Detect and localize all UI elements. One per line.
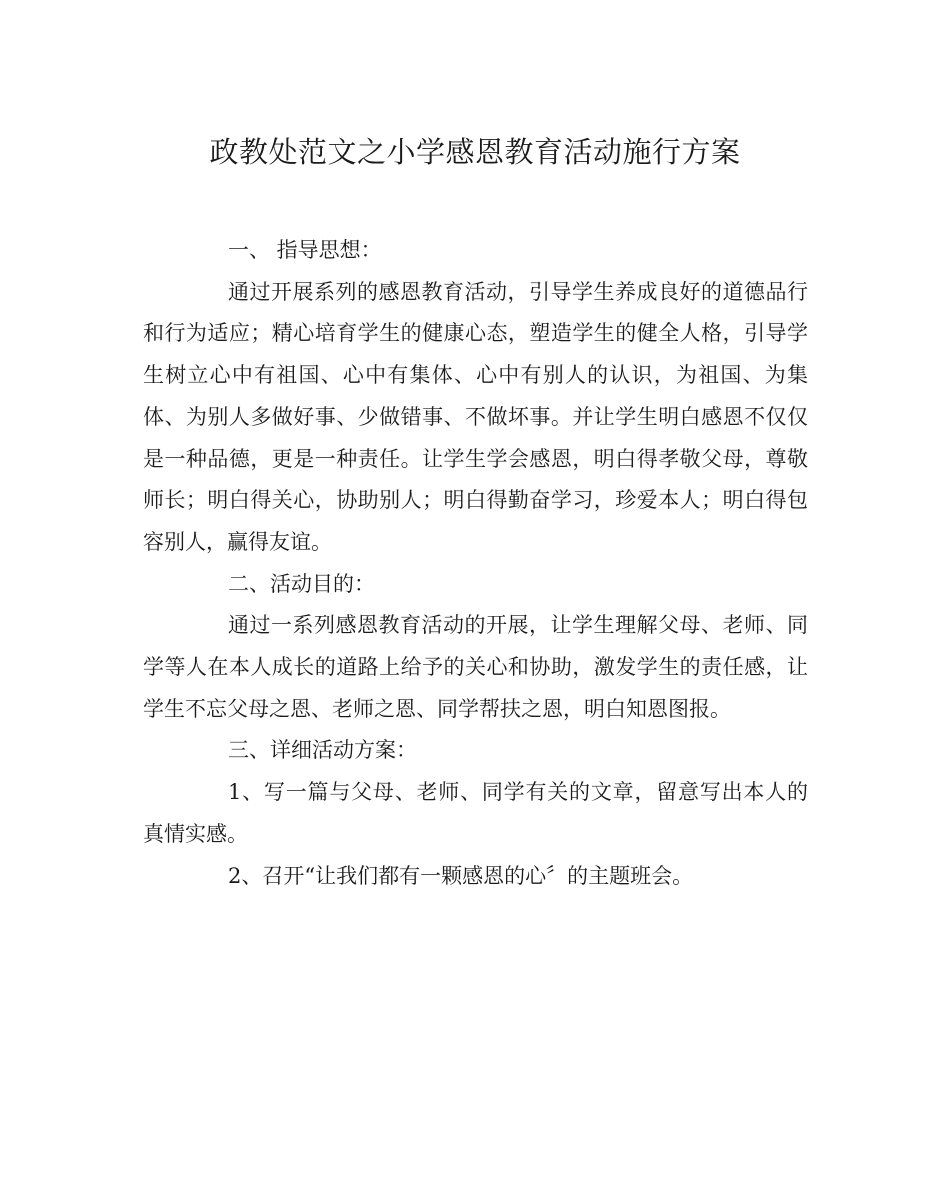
paragraph-guiding-ideology: 通过开展系列的感恩教育活动，引导学生养成良好的道德品行和行为适应；精心培育学生的健康心态，塑造学生的健全人格，引导学生树立心中有祖国、心中有集体、心中有别人的认识，为祖国、为集体、为别人多做好事、少做错事、不做坏事。并让学生明白感恩不仅仅是一种品德，更是一种责任。让学生学会感恩，明白得孝敬父母，尊敬师长；明白得关心，协助别人；明白得勤奋学习，珍爱本人；明白得包容别人，赢得友谊。 (143, 279, 808, 554)
section-heading-activity-plan: 三、详细活动方案： (228, 738, 417, 763)
document-body (143, 230, 808, 897)
section-heading-guiding-ideology: 一、 指导思想： (228, 238, 382, 262)
plan-item-1: 1、写一篇与父母、老师、同学有关的文章，留意写出本人的真情实感。 (143, 780, 808, 846)
document-title: 政教处范文之小学感恩教育活动施行方案 (209, 135, 741, 169)
paragraph-activity-purpose: 通过一系列感恩教育活动的开展，让学生理解父母、老师、同学等人在本人成长的道路上给予的关心和协助，激发学生的责任感，让学生不忘父母之恩、老师之恩、同学帮扶之恩，明白知恩图报。 (143, 613, 808, 721)
section-heading-activity-purpose: 二、活动目的： (228, 571, 375, 596)
plan-item-2: 2、召开“让我们都有一颗感恩的心〞的主题班会。 (228, 863, 694, 888)
